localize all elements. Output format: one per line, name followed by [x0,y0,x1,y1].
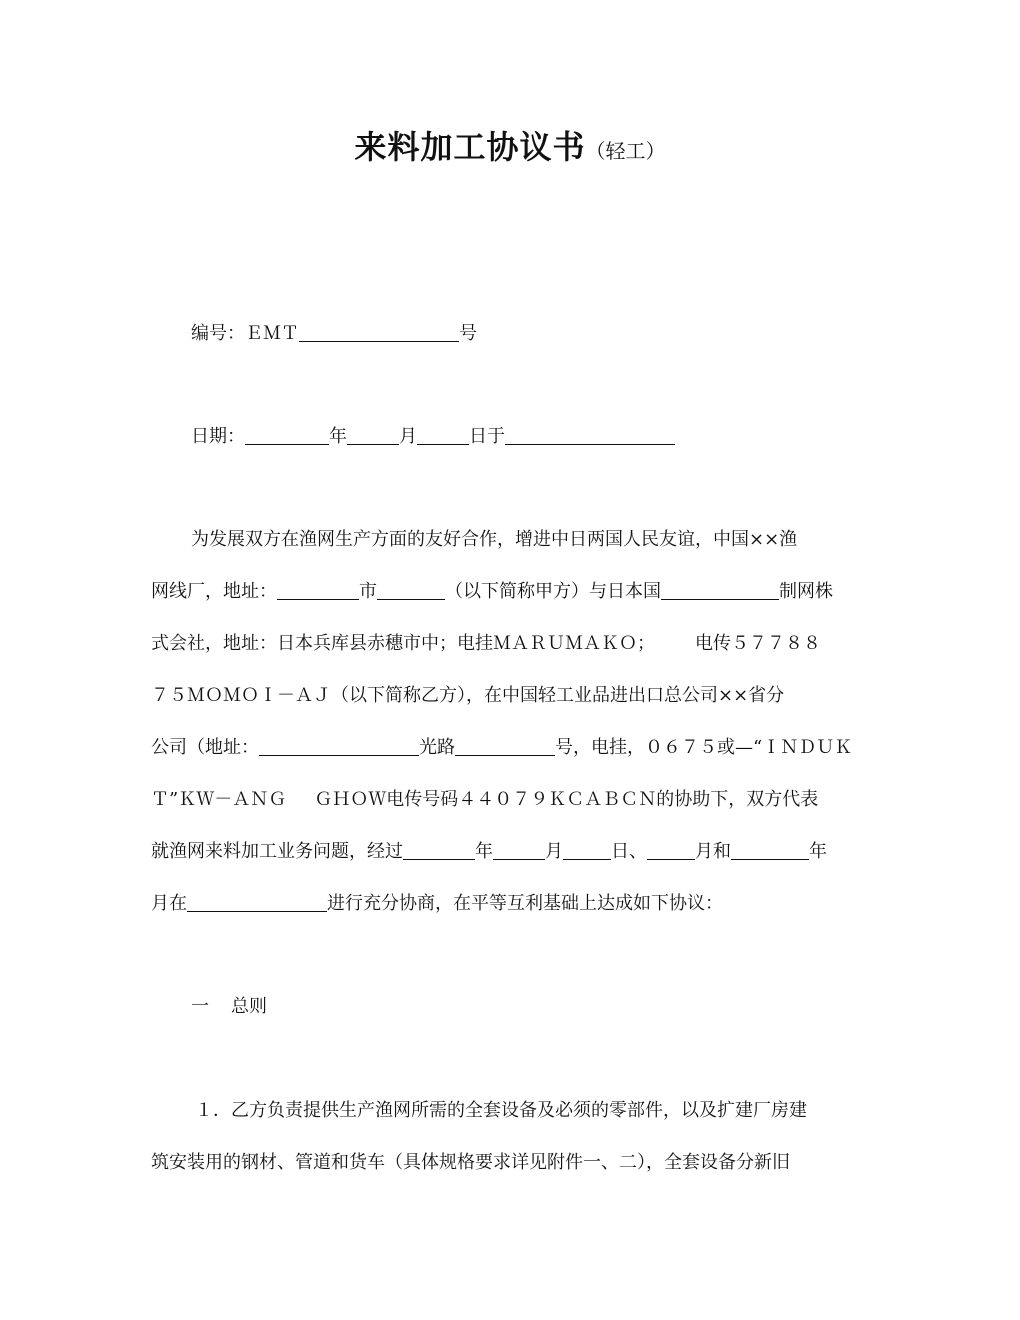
company-blank [661,581,779,600]
number-line [191,322,477,346]
number-blank [299,323,459,342]
date-month-blank [347,426,399,445]
section-title: 总则 [231,996,267,1017]
city-blank [277,581,359,600]
date-day-at: 日于 [469,426,505,447]
address-blank [259,737,419,756]
intro-line-6 [151,788,818,812]
document-title [0,122,1020,168]
intro-text: ＧＨＯＷ电传号码４４０７９ＫＣＡＢＣＮ的协助下，双方代表 [314,789,819,810]
intro-text: 月在 [151,893,187,914]
intro-text: Ｔ”ＫＷ－ＡＮＧ [151,789,287,810]
intro-text: 就渔网来料加工业务问题，经过 [151,841,403,862]
intro-text: 日、 [611,841,647,862]
title-sub: （轻工） [585,139,666,163]
street-blank [377,581,445,600]
date-year: 年 [329,426,347,447]
intro-line-7 [151,840,827,864]
intro-text: 为发展双方在渔网生产方面的友好合作，增进中日两国人民友谊，中国××渔 [191,529,798,550]
meet-month2-blank [647,841,695,860]
date-label: 日期： [191,426,245,447]
date-year-blank [245,426,329,445]
date-month: 月 [399,426,417,447]
intro-line-4 [151,684,784,708]
meet-year2-blank [731,841,809,860]
intro-line-8 [151,892,723,916]
intro-text: 制网株 [779,581,833,602]
meet-place-blank [187,893,327,912]
intro-text: 市 [359,581,377,602]
title-main: 来料加工协议书 [354,128,586,166]
intro-text: 年 [809,841,827,862]
date-line [191,425,675,449]
intro-line-2 [151,580,833,604]
clause-text: １．乙方负责提供生产渔网所需的全套设备及必须的零部件，以及扩建厂房建 [195,1100,807,1121]
intro-line-1 [191,528,797,552]
intro-text: （以下简称甲方）与日本国 [445,581,661,602]
intro-text: 月和 [695,841,731,862]
clause-text: 筑安装用的钢材、管道和货车（具体规格要求详见附件一、二），全套设备分新旧 [151,1152,790,1173]
intro-line-5 [151,736,852,760]
road-number-blank [455,737,555,756]
date-place-blank [505,426,675,445]
intro-text: 号，电挂，０６７５或—“ＩＮＤＵＫ [555,737,853,758]
intro-text: 月 [545,841,563,862]
intro-text: 网线厂，地址： [151,581,277,602]
clause-1-line-1 [195,1099,807,1123]
intro-line-3 [151,632,821,656]
number-suffix: 号 [459,323,477,344]
number-label: 编号：ＥＭＴ [191,323,299,344]
meet-year-blank [403,841,475,860]
intro-text: 年 [475,841,493,862]
intro-text: 公司（地址： [151,737,259,758]
intro-text: ７５ＭＯＭＯＩ－ＡＪ（以下简称乙方），在中国轻工业品进出口总公司××省分 [151,685,785,706]
clause-1-line-2 [151,1151,790,1175]
date-day-blank [417,426,469,445]
intro-text: 光路 [419,737,455,758]
intro-text: 式会社，地址：日本兵库县赤穗市中；电挂ＭＡＲＵＭＡＫＯ； [151,633,655,654]
section-number: 一 [191,996,209,1017]
section-heading [191,995,267,1019]
intro-text: 电传５７７８８ [695,633,821,654]
intro-text: 进行充分协商，在平等互利基础上达成如下协议： [327,893,723,914]
meet-month-blank [493,841,545,860]
meet-day-blank [563,841,611,860]
